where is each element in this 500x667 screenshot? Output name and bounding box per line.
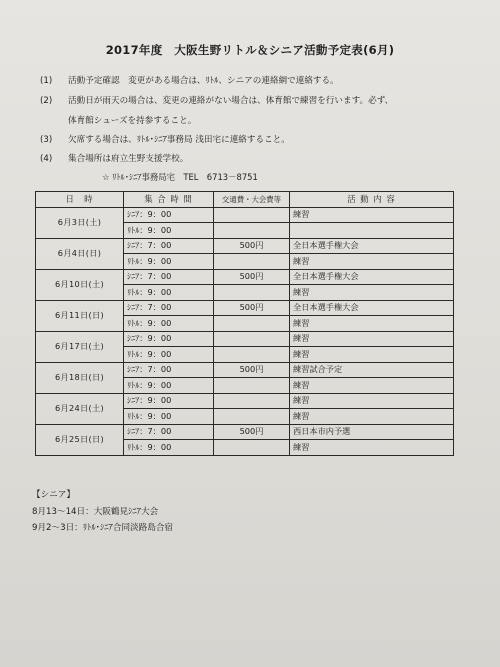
senior-event-1: 8月13～14日：大阪鶴見ｼﾆｱ大会 — [32, 507, 159, 517]
little-meeting-time: ﾘﾄﾙ：9：00 — [124, 378, 214, 394]
little-meeting-time: ﾘﾄﾙ：9：00 — [124, 316, 214, 332]
row-date: 6月24日(土) — [36, 393, 124, 424]
senior-meeting-time: ｼﾆｱ：7：00 — [124, 424, 214, 440]
header-meeting-time: 集 合 時 間 — [124, 192, 214, 208]
row-date: 6月17日(土) — [36, 331, 124, 362]
senior-activity: 練習 — [290, 331, 454, 347]
little-activity: 練習 — [290, 254, 454, 270]
table-row — [36, 393, 454, 409]
little-meeting-time: ﾘﾄﾙ：9：00 — [124, 285, 214, 301]
little-activity: 練習 — [290, 378, 454, 394]
little-activity — [290, 223, 454, 239]
table-header-row — [36, 192, 454, 208]
senior-fee: 500円 — [214, 362, 290, 378]
senior-activity: 西日本市内予選 — [290, 424, 454, 440]
senior-meeting-time: ｼﾆｱ：9：00 — [124, 331, 214, 347]
little-fee — [214, 378, 290, 394]
senior-activity: 練習 — [290, 393, 454, 409]
note-2-continuation: 体育館シューズを持参すること。 — [68, 116, 197, 126]
little-activity: 練習 — [290, 440, 454, 456]
little-meeting-time: ﾘﾄﾙ：9：00 — [124, 223, 214, 239]
table-row — [36, 424, 454, 440]
senior-fee: 500円 — [214, 424, 290, 440]
table-row — [36, 269, 454, 285]
row-date: 6月3日(土) — [36, 207, 124, 238]
note-text: 集合場所は府立生野支援学校。 — [68, 154, 189, 164]
senior-activity: 全日本選手権大会 — [290, 269, 454, 285]
senior-meeting-time: ｼﾆｱ：7：00 — [124, 238, 214, 254]
office-contact: ☆ ﾘﾄﾙ･ｼﾆｱ事務局宅 TEL 6713－8751 — [102, 172, 258, 182]
little-activity: 練習 — [290, 285, 454, 301]
little-meeting-time: ﾘﾄﾙ：9：00 — [124, 440, 214, 456]
header-activity: 活 動 内 容 — [290, 192, 454, 208]
note-number: (1) — [40, 76, 53, 86]
row-date: 6月4日(日) — [36, 238, 124, 269]
header-date: 日 時 — [36, 192, 124, 208]
little-meeting-time: ﾘﾄﾙ：9：00 — [124, 347, 214, 363]
note-1 — [40, 74, 339, 86]
note-number: (3) — [40, 135, 53, 145]
note-number: (4) — [40, 154, 53, 164]
senior-fee — [214, 207, 290, 223]
note-4 — [40, 152, 188, 164]
little-fee — [214, 254, 290, 270]
senior-activity: 練習試合予定 — [290, 362, 454, 378]
little-fee — [214, 347, 290, 363]
senior-fee — [214, 393, 290, 409]
little-activity: 練習 — [290, 347, 454, 363]
note-text: 欠席する場合は、ﾘﾄﾙ･ｼﾆｱ事務局 浅田宅に連絡すること。 — [68, 135, 290, 145]
senior-meeting-time: ｼﾆｱ：7：00 — [124, 300, 214, 316]
little-activity: 練習 — [290, 316, 454, 332]
senior-fee: 500円 — [214, 238, 290, 254]
little-fee — [214, 223, 290, 239]
little-fee — [214, 409, 290, 425]
row-date: 6月10日(土) — [36, 269, 124, 300]
page-title: 2017年度 大阪生野リトル＆シニア活動予定表(6月) — [105, 43, 395, 57]
table-row — [36, 362, 454, 378]
note-text: 活動日が雨天の場合は、変更の連絡がない場合は、体育館で練習を行います。必ず、 — [68, 96, 394, 106]
senior-fee: 500円 — [214, 300, 290, 316]
note-3 — [40, 133, 290, 145]
note-number: (2) — [40, 96, 53, 106]
note-text: 活動予定確認 変更がある場合は、ﾘﾄﾙ、シニアの連絡網で連絡する。 — [68, 76, 339, 86]
senior-activity: 全日本選手権大会 — [290, 238, 454, 254]
table-row — [36, 300, 454, 316]
row-date: 6月18日(日) — [36, 362, 124, 393]
senior-activity: 練習 — [290, 207, 454, 223]
little-fee — [214, 316, 290, 332]
senior-fee: 500円 — [214, 269, 290, 285]
little-meeting-time: ﾘﾄﾙ：9：00 — [124, 409, 214, 425]
senior-meeting-time: ｼﾆｱ：7：00 — [124, 362, 214, 378]
little-meeting-time: ﾘﾄﾙ：9：00 — [124, 254, 214, 270]
little-activity: 練習 — [290, 409, 454, 425]
table-row — [36, 207, 454, 223]
senior-activity: 全日本選手権大会 — [290, 300, 454, 316]
table-row — [36, 238, 454, 254]
senior-heading: 【シニア】 — [32, 490, 75, 500]
header-fees: 交通費・大会費等 — [214, 192, 290, 208]
schedule-body — [36, 207, 454, 455]
senior-meeting-time: ｼﾆｱ：9：00 — [124, 207, 214, 223]
little-fee — [214, 440, 290, 456]
row-date: 6月25日(日) — [36, 424, 124, 455]
little-fee — [214, 285, 290, 301]
row-date: 6月11日(日) — [36, 300, 124, 331]
schedule-table — [35, 191, 454, 456]
senior-fee — [214, 331, 290, 347]
senior-meeting-time: ｼﾆｱ：9：00 — [124, 393, 214, 409]
note-2 — [40, 94, 393, 106]
table-row — [36, 331, 454, 347]
senior-meeting-time: ｼﾆｱ：7：00 — [124, 269, 214, 285]
senior-event-2: 9月2～3日：ﾘﾄﾙ･ｼﾆｱ合同淡路島合宿 — [32, 523, 174, 533]
